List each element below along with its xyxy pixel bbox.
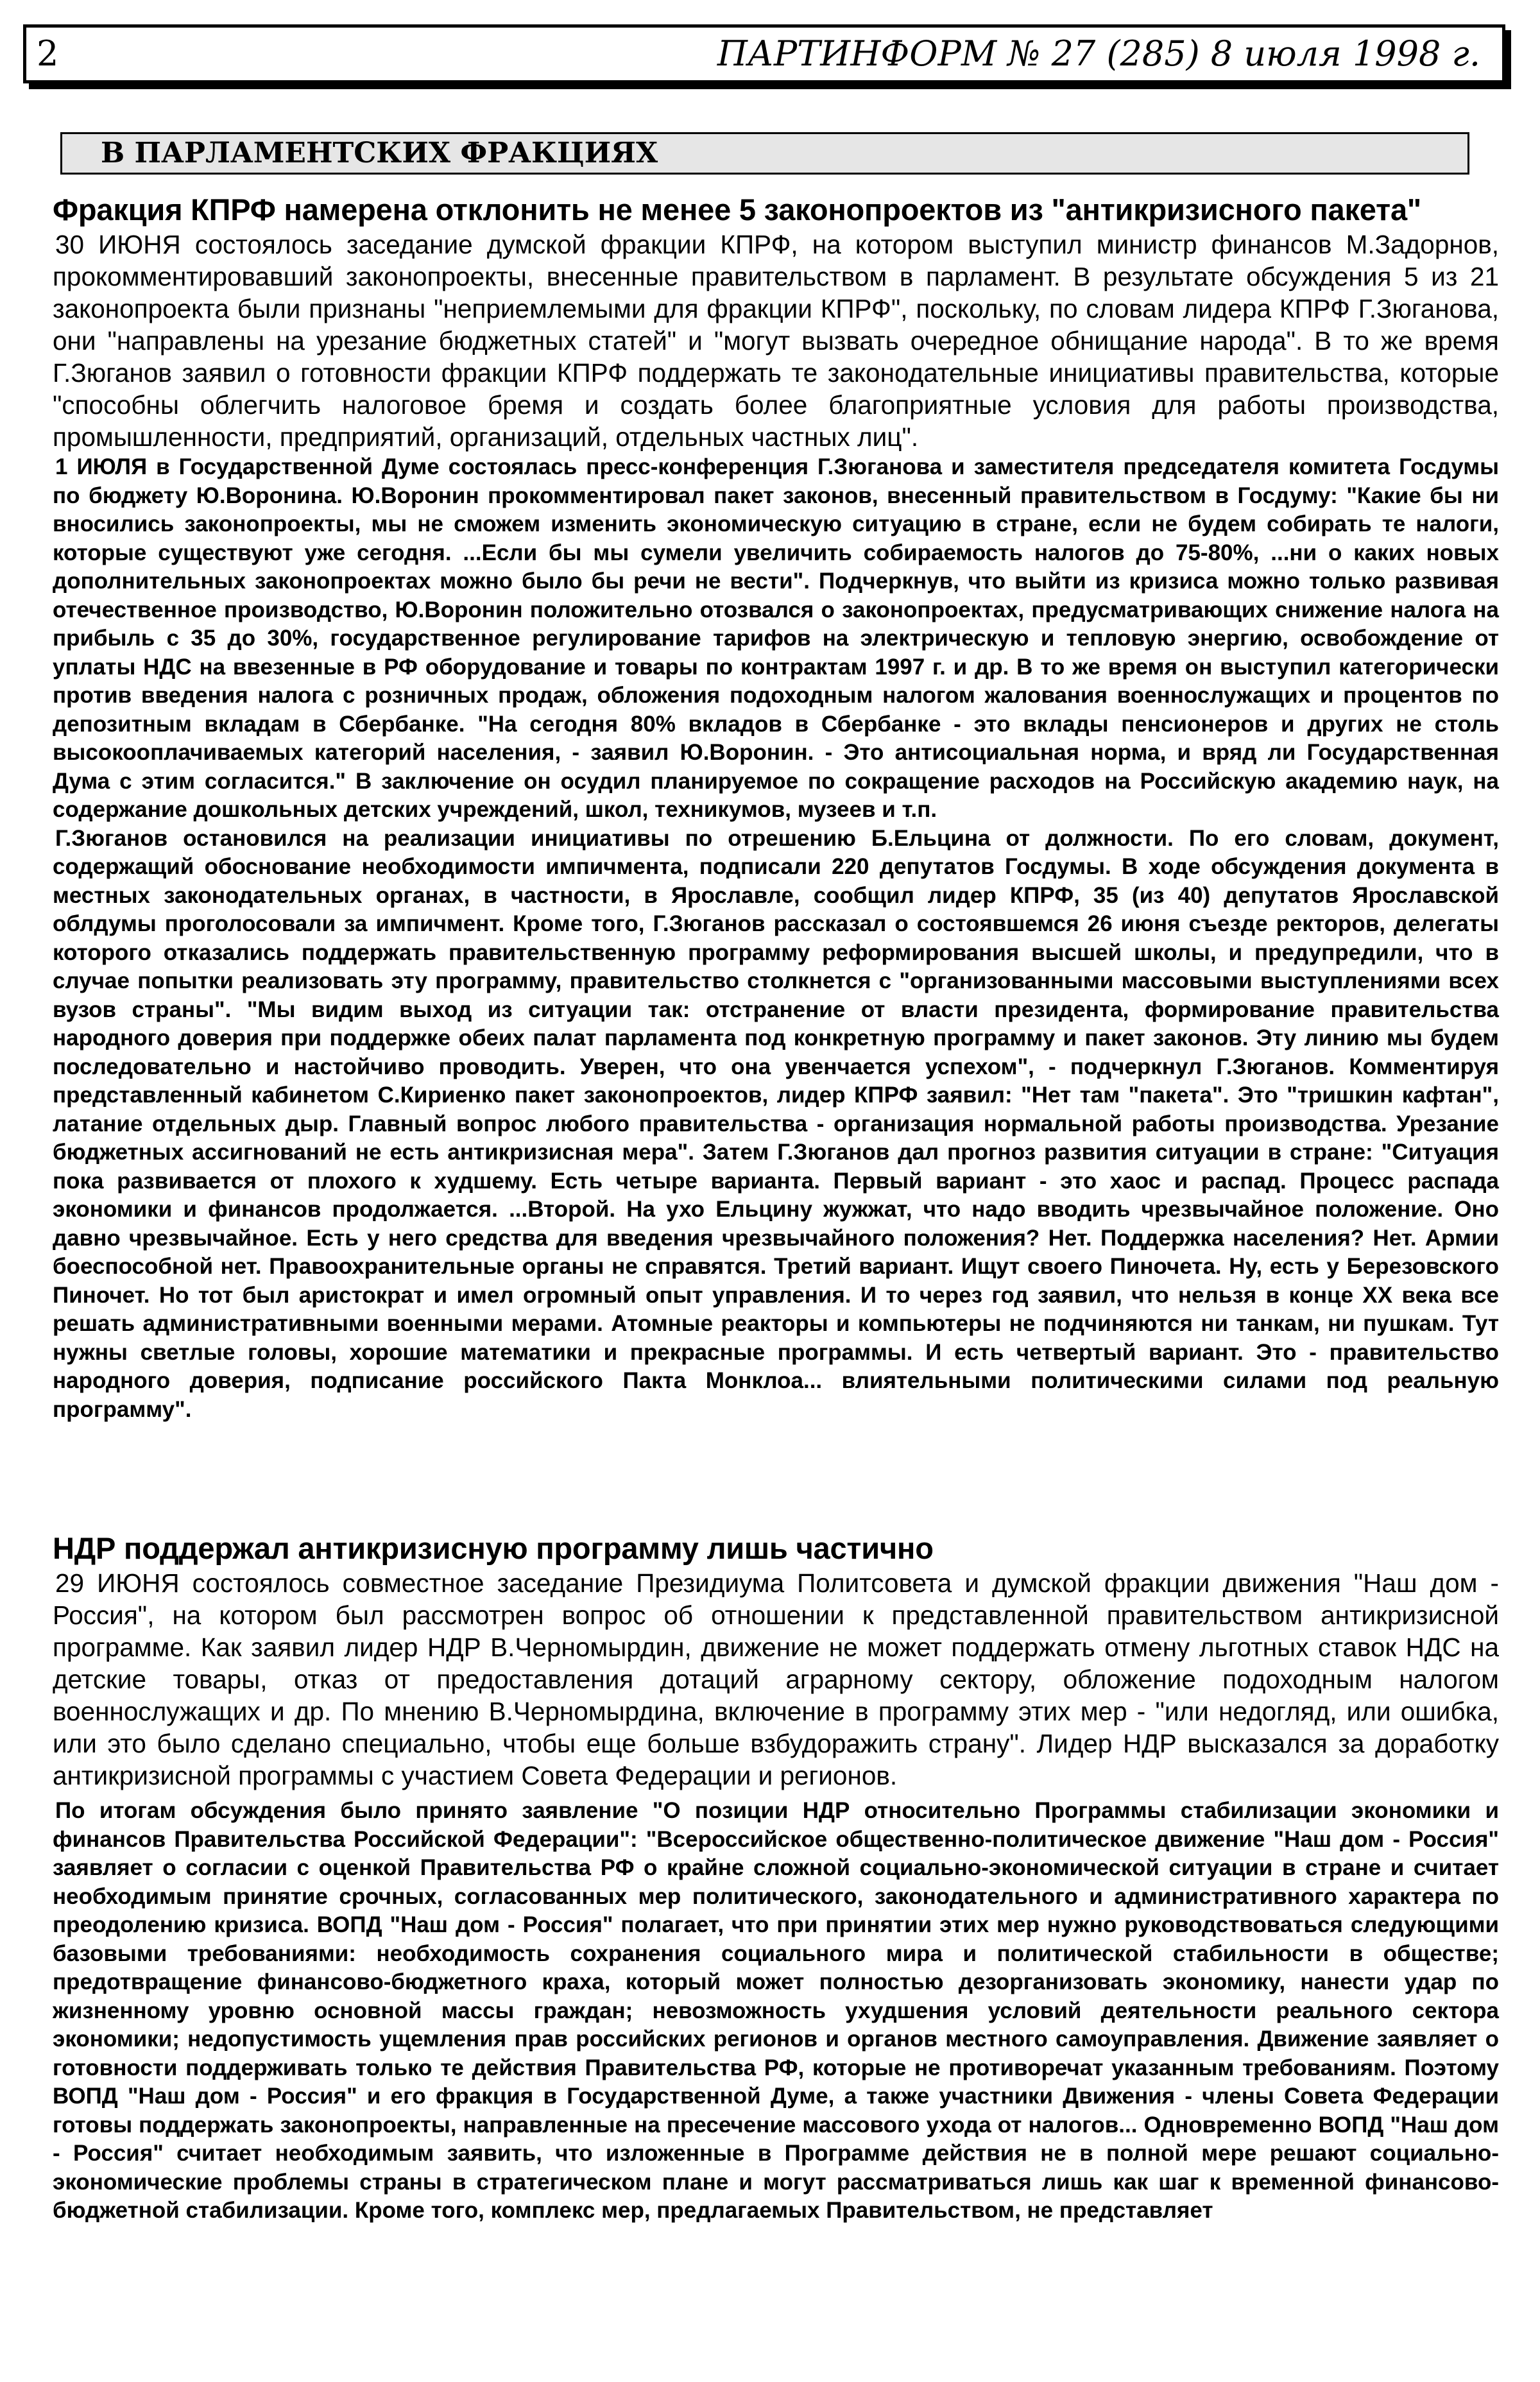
page-header [23, 24, 1505, 83]
article-lead-paragraph: 30 ИЮНЯ состоялось заседание думской фракции КПРФ, на котором выступил министр финансов М.Задорнов, прокомментировавший законопроекты, внесенные правительством в парламент. В результате обсуждения 5 из 21 законопроекта были признаны "неприемлемыми для фракции КПРФ", поскольку, по словам лидера КПРФ Г.Зюганова, они "направлены на урезание бюджетных статей" и "могут вызвать очередное обнищание народа". В то же время Г.Зюганов заявил о готовности фракции КПРФ поддержать те законодательные инициативы правительства, которые "способны облегчить налоговое бремя и создать более благоприятные условия для работы производства, промышленности, предприятий, организаций, отдельных частных лиц". [53, 230, 1499, 452]
article-title: Фракция КПРФ намерена отклонить не менее 5 законопроектов из "антикризисного пакета" [53, 193, 1421, 227]
article-paragraph: По итогам обсуждения было принято заявление "О позиции НДР относительно Программы стабилизации экономики и финансов Правительства Российской Федерации": "Всероссийское общественно-политическое движение "Наш дом - Россия" заявляет о согласии с оценкой Правительства РФ о крайне сложной социально-экономической ситуации в стране и считает необходимым принятие срочных, согласованных мер политического, законодательного и административного характера по преодолению кризиса. ВОПД "Наш дом - Россия" полагает, что при принятии этих мер нужно руководствоваться следующими базовыми требованиями: необходимость сохранения социального мира и политической стабильности в обществе; предотвращение финансово-бюджетного краха, который может полностью дезорганизовать экономику, нанести удар по жизненному уровню основной массы граждан; невозможность ухудшения условий деятельности реального сектора экономики; недопустимость ущемления прав российских регионов и органов местного самоуправления. Движение заявляет о готовности поддерживать только те действия Правительства РФ, которые не противоречат указанным требованиям. Поэтому ВОПД "Наш дом - Россия" и его фракция в Государственной Думе, а также участники Движения - члены Совета Федерации готовы поддержать законопроекты, направленные на пресечение массового ухода от налогов... Одновременно ВОПД "Наш дом - Россия" считает необходимым заявить, что изложенные в Программе действия не в полной мере решают социально-экономические проблемы страны в стратегическом плане и могут рассматриваться лишь как шаг к временной финансово-бюджетной стабилизации. Кроме того, комплекс мер, предлагаемых Правительством, не представляет [53, 1798, 1499, 2223]
article-lead-paragraph: 29 ИЮНЯ состоялось совместное заседание Президиума Политсовета и думской фракции движения "Наш дом - Россия", на котором был рассмотрен вопрос об отношении к представленной правительством антикризисной программе. Как заявил лидер НДР В.Черномырдин, движение не может поддержать отмену льготных ставок НДС на детские товары, отказ от предоставления дотаций аграрному сектору, обложение подоходным налогом военнослужащих и др. По мнению В.Черномырдина, включение в программу этих мер - "или недогляд, или ошибка, или это было сделано специально, чтобы еще больше взбудоражить страну". Лидер НДР высказался за доработку антикризисной программы с участием Совета Федерации и регионов. [53, 1568, 1499, 1790]
article-title: НДР поддержал антикризисную программу лишь частично [53, 1531, 934, 1565]
page-number: 2 [37, 33, 59, 74]
article-ndr [53, 1530, 1499, 2225]
article-kprf [53, 191, 1499, 1424]
article-paragraph: 1 ИЮЛЯ в Государственной Думе состоялась пресс-конференция Г.Зюганова и заместителя председателя комитета Госдумы по бюджету Ю.Воронина. Ю.Воронин прокомментировал пакет законов, внесенный правительством в Госдуму: "Какие бы ни вносились законопроекты, мы не сможем изменить экономическую ситуацию в стране, если не будем собирать те налоги, которые существуют уже сегодня. ...Если бы мы сумели увеличить собираемость налогов до 75-80%, ...ни о каких новых дополнительных законопроектах можно было бы речи не вести". Подчеркнув, что выйти из кризиса можно только развивая отечественное производство, Ю.Воронин положительно отозвался о законопроектах, предусматривающих снижение налога на прибыль с 35 до 30%, государственное регулирование тарифов на электрическую и тепловую энергию, освобождение от уплаты НДС на ввезенные в РФ оборудование и товары по контрактам 1997 г. и др. В то же время он выступил категорически против введения налога с розничных продаж, обложения подоходным налогом жалования военнослужащих и процентов по депозитным вкладам в Сбербанке. "На сегодня 80% вкладов в Сбербанке - это вклады пенсионеров и других не столь высокооплачиваемых категорий населения, - заявил Ю.Воронин. - Это антисоциальная норма, и вряд ли Государственная Дума с этим согласится." В заключение он осудил планируемое по сокращение расходов на Российскую академию наук, на содержание дошкольных детских учреждений, школ, техникумов, музеев и т.п. [53, 454, 1499, 822]
section-rubric: В ПАРЛАМЕНТСКИХ ФРАКЦИЯХ [60, 132, 1469, 175]
article-paragraph: Г.Зюганов остановился на реализации инициативы по отрешению Б.Ельцина от должности. По его словам, документ, содержащий обоснование необходимости импичмента, подписали 220 депутатов Госдумы. В ходе обсуждения документа в местных законодательных органах, в частности, в Ярославле, сообщил лидер КПРФ, 35 (из 40) депутатов Ярославской облдумы проголосовали за импичмент. Кроме того, Г.Зюганов рассказал о состоявшемся 26 июня съезде ректоров, делегаты которого отказались поддержать правительственную программу реформирования высшей школы, и предупредили, что в случае попытки реализовать эту программу, правительство столкнется с "организованными массовыми выступлениями всех вузов страны". "Мы видим выход из ситуации так: отстранение от власти президента, формирование правительства народного доверия при поддержке обеих палат парламента под конкретную программу и пакет законов. Эту линию мы будем последовательно и настойчиво проводить. Уверен, что она увенчается успехом", - подчеркнул Г.Зюганов. Комментируя представленный кабинетом С.Кириенко пакет законопроектов, лидер КПРФ заявил: "Нет там "пакета". Это "тришкин кафтан", латание отдельных дыр. Главный вопрос любого правительства - организация нормальной работы производства. Урезание бюджетных ассигнований не есть антикризисная мера". Затем Г.Зюганов дал прогноз развития ситуации в стране: "Ситуация пока развивается от плохого к худшему. Есть четыре варианта. Первый вариант - это хаос и распад. Процесс распада экономики и финансов продолжается. ...Второй. На ухо Ельцину жужжат, что надо вводить чрезвычайное положение. Оно давно чрезвычайное. Есть у него средства для введения чрезвычайного положения? Нет. Поддержка населения? Нет. Армии боеспособной нет. Правоохранительные органы не справятся. Третий вариант. Ищут своего Пиночета. Ну, есть у Березовского Пиночет. Но тот был аристократ и имел огромный опыт управления. И то через год заявил, что нельзя в конце XX века все решать административными военными мерами. Атомные реакторы и компьютеры не подчиняются ни танкам, ни пушкам. Тут нужны светлые головы, хорошие математики и прекрасные программы. И есть четвертый вариант. Это - правительство народного доверия, подписание российского Пакта Монклоа... влиятельными политическими силами под реальную программу". [53, 825, 1499, 1422]
publication-title: ПАРТИНФОРМ № 27 (285) 8 июля 1998 г. [717, 33, 1480, 74]
